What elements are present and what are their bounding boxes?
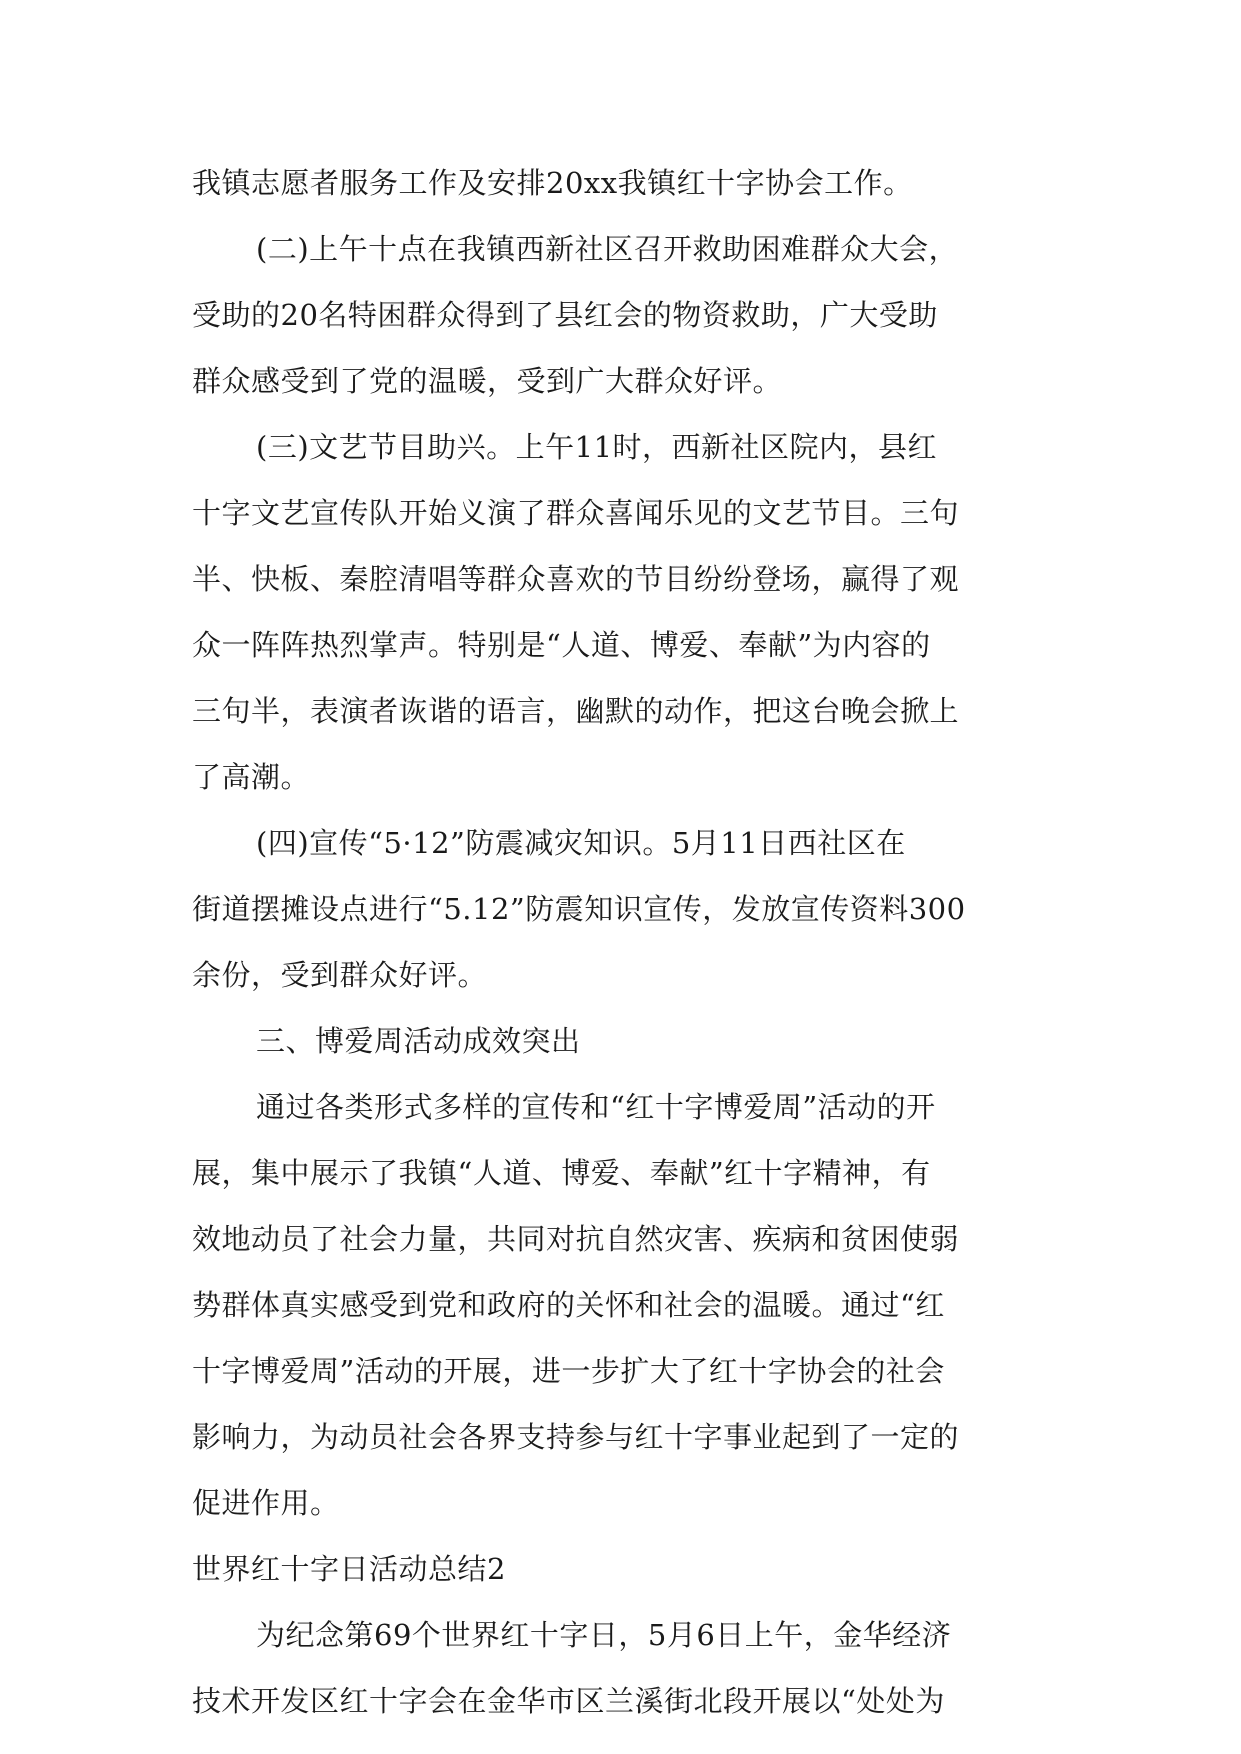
text-line: 十字博爱周”活动的开展，进一步扩大了红十字协会的社会 — [192, 1354, 945, 1388]
text-line: 我镇志愿者服务工作及安排20xx我镇红十字协会工作。 — [192, 166, 913, 200]
text-line: 影响力，为动员社会各界支持参与红十字事业起到了一定的 — [192, 1420, 960, 1454]
text-line: 群众感受到了党的温暖，受到广大群众好评。 — [192, 364, 783, 398]
text-line: 通过各类形式多样的宣传和“红十字博爱周”活动的开 — [256, 1090, 936, 1124]
text-line: 技术开发区红十字会在金华市区兰溪街北段开展以“处处为 — [192, 1684, 945, 1718]
text-line: 余份，受到群众好评。 — [192, 958, 488, 992]
text-line: 效地动员了社会力量，共同对抗自然灾害、疾病和贫困使弱 — [192, 1222, 960, 1256]
document-title: 世界红十字日活动总结2 — [192, 1552, 506, 1586]
text-line: 十字文艺宣传队开始义演了群众喜闻乐见的文艺节目。三句 — [192, 496, 960, 530]
text-line: 为纪念第69个世界红十字日，5月6日上午，金华经济 — [256, 1618, 952, 1652]
text-line: 势群体真实感受到党和政府的关怀和社会的温暖。通过“红 — [192, 1288, 945, 1322]
section-heading: 三、博爱周活动成效突出 — [256, 1024, 581, 1058]
text-line: 展，集中展示了我镇“人道、博爱、奉献”红十字精神，有 — [192, 1156, 931, 1190]
text-line: (四)宣传“5·12”防震减灾知识。5月11日西社区在 — [256, 826, 906, 860]
text-line: (二)上午十点在我镇西新社区召开救助困难群众大会， — [256, 232, 959, 266]
text-line: 街道摆摊设点进行“5.12”防震知识宣传，发放宣传资料300 — [192, 892, 966, 926]
text-line: 半、快板、秦腔清唱等群众喜欢的节目纷纷登场，赢得了观 — [192, 562, 960, 596]
text-line: 三句半，表演者诙谐的语言，幽默的动作，把这台晚会掀上 — [192, 694, 960, 728]
text-line: 促进作用。 — [192, 1486, 340, 1520]
text-line: 受助的20名特困群众得到了县红会的物资救助，广大受助 — [192, 298, 938, 332]
document-page — [192, 150, 1052, 1734]
text-line: 了高潮。 — [192, 760, 311, 794]
text-line: (三)文艺节目助兴。上午11时，西新社区院内，县红 — [256, 430, 938, 464]
text-line: 众一阵阵热烈掌声。特别是“人道、博爱、奉献”为内容的 — [192, 628, 931, 662]
